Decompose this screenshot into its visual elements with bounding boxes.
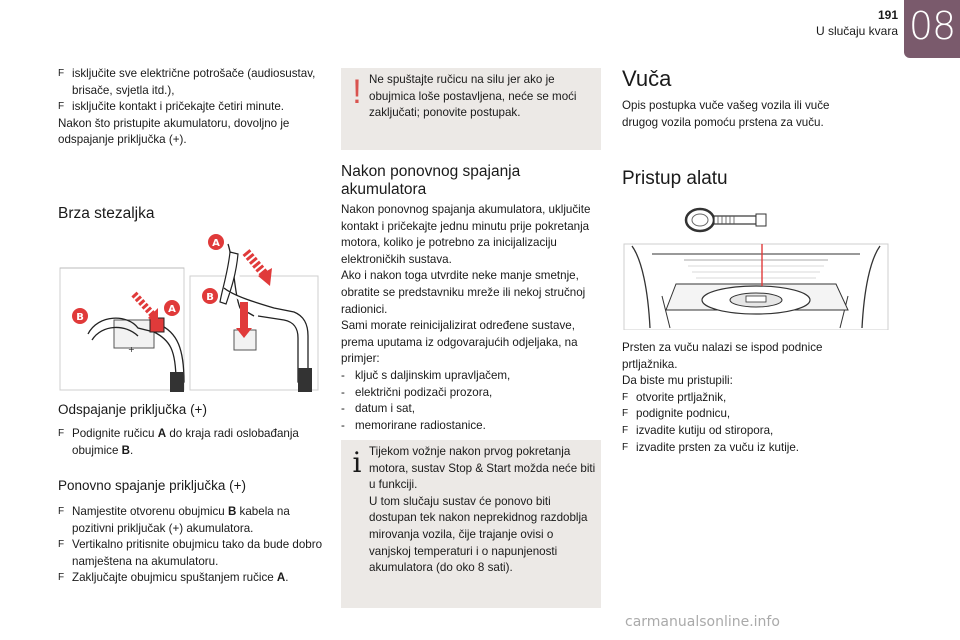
warning-box [341,68,601,150]
list-item: F isključite sve električne potrošače (audiosustav, brisače, svjetla itd.), [58,67,316,97]
bullet-marker-icon: F [58,68,65,79]
section-title-brza-stezaljka: Brza stezaljka [58,205,155,222]
warning-text: Ne spuštajte ručicu na silu jer ako je obujmica loše postavljena, neće se moći zaključati; ponovite postupak. [369,73,577,120]
paragraph: Nakon što pristupite akumulatoru, dovoljno je odspajanje priključka (+). [58,116,290,147]
battery-clamp-figure [58,232,324,392]
info-text: U tom slučaju sustav će ponovo biti dostupan tek nakon neprekidnog razdoblja mirovanja vozila, čije trajanje ovisi o vanjskoj temperaturi i o napunjenosti akumulatora (do oko 8 sati). [369,494,588,575]
column-3-body [622,340,854,456]
info-icon: i [352,446,362,479]
bullet-marker-icon: F [622,424,629,436]
page-number: 191 [877,8,898,22]
battery-clamp-illustration [58,232,324,392]
list-item: - električni podizači prozora, [341,385,493,399]
bullet-marker-icon: F [622,391,629,403]
list-item: F Zaključajte obujmicu spuštanjem ručice A. [58,570,323,587]
column-2-body [341,202,603,434]
subsection-title-ponovno-spajanje: Ponovno spajanje priključka (+) [58,478,246,493]
paragraph: Sami morate reinicijalizirat određene sustave, prema uputama iz odgovarajućih odjeljaka, na primjer: [341,319,578,366]
bullet-marker-icon: F [58,572,65,584]
bullet-marker-icon: F [58,428,65,439]
bullet-marker-icon: F [58,539,65,551]
warning-icon: ! [352,73,362,111]
reinit-list [341,368,603,434]
access-steps-list [622,390,854,456]
list-item: F isključite kontakt i pričekajte četiri minute. [58,99,323,116]
bullet-marker-icon: F [622,408,629,420]
list-item: F Vertikalno pritisnite obujmicu tako da bude dobro namještena na akumulatoru. [58,538,323,568]
label-a: A [212,238,220,249]
label-b: B [206,292,214,303]
bullet-marker-icon: F [58,506,65,517]
list-item: - memorirane radiostanice. [341,418,486,432]
section-title-nakon-spajanja: Nakon ponovnog spajanja akumulatora [341,163,521,198]
list-item: F izvadite prsten za vuču iz kutije. [622,440,854,457]
chapter-title: U slučaju kvara [815,24,898,38]
column-1 [58,66,323,149]
page-title-vuca: Vuča [622,66,672,91]
top-bullet-list [58,66,323,116]
list-item: F podignite podnicu, [622,406,854,423]
bullet-marker-icon: F [622,441,629,453]
bullet-marker-icon: F [58,101,65,113]
list-item: - ključ s daljinskim upravljačem, [341,368,511,382]
section-title-pristup-alatu: Pristup alatu [622,168,728,189]
list-item: F otvorite prtljažnik, [622,390,854,407]
chapter-number: 08 [908,4,956,48]
info-text: Tijekom vožnje nakon prvog pokretanja motora, sustav Stop & Start možda neće biti u funkciji. [369,445,596,492]
towing-ring-figure [622,200,890,330]
chapter-tab [904,0,960,58]
intro-paragraph: Opis postupka vuče vašeg vozila ili vuče drugog vozila pomoću prstena za vuču. [622,99,830,129]
subsection-title-odspajanje: Odspajanje priključka (+) [58,402,207,417]
watermark: carmanualsonline.info [625,614,780,630]
paragraph: Nakon ponovnog spajanja akumulatora, uključite kontakt i pričekajte jednu minutu prije pokretanja motora, koliko je potrebno za inicijalizaciju elektroničkih sustava. [341,203,591,266]
list-item: F izvadite kutiju od stiropora, [622,423,854,440]
svg-text:+: + [128,345,135,354]
trunk-illustration [622,200,890,330]
label-b: B [76,312,84,323]
info-box [341,440,601,608]
subsection-2-body [58,504,323,587]
paragraph: Da biste mu pristupili: [622,374,733,388]
list-item: F Namjestite otvorenu obujmicu B kabela na pozitivni priključak (+) akumulatora. [58,505,290,535]
paragraph: Prsten za vuču nalazi se ispod podnice prtljažnika. [622,341,823,371]
list-item: F Podignite ručicu A do kraja radi oslobađanja obujmice B. [58,427,299,457]
label-a: A [168,304,176,315]
subsection-1-body [58,426,323,459]
list-item: - datum i sat, [341,402,415,416]
paragraph: Ako i nakon toga utvrdite neke manje smetnje, obratite se predstavniku mreže ili nekoj stručnoj radionici. [341,269,586,316]
